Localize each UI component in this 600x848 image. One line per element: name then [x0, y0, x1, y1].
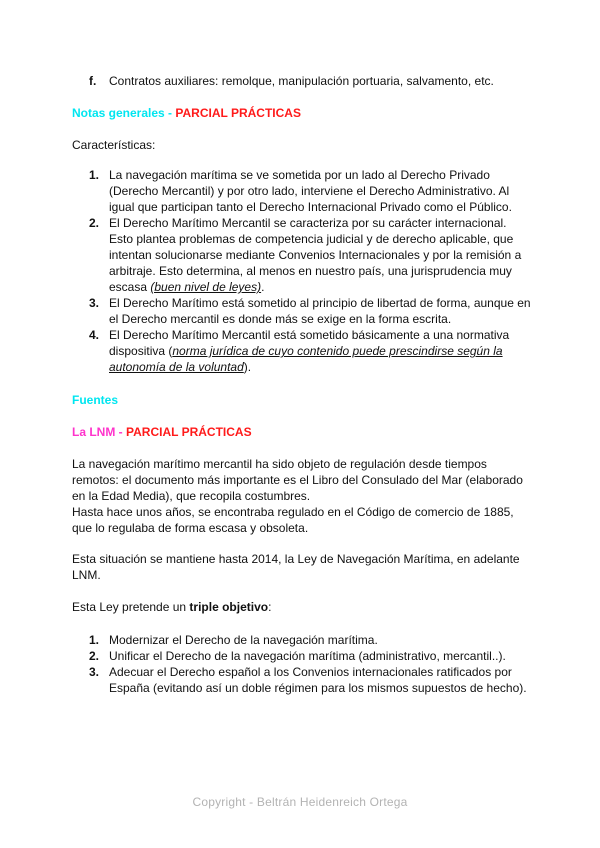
lnm-paragraph: La navegación marítimo mercantil ha sido objeto de regulación desde tiempos remotos: el documento más importante es el Libro del Consulado del Mar (elaborado en la Edad Media), que recopila costumbres.	[72, 457, 523, 503]
list-item	[72, 632, 532, 648]
list-item-text: Contratos auxiliares: remolque, manipulación portuaria, salvamento, etc.	[109, 74, 494, 88]
objetivo-intro-before: Esta Ley pretende un	[72, 600, 190, 614]
list-marker: 1.	[89, 633, 100, 647]
list-item-text: Adecuar el Derecho español a los Convenios internacionales ratificados por España (evitando así un doble régimen para los mismos supuestos de hecho).	[109, 665, 527, 695]
list-item	[72, 73, 532, 89]
list-marker: 3.	[89, 665, 100, 679]
list-marker: 2.	[89, 216, 100, 230]
notas-generales-heading	[72, 105, 532, 121]
list-marker: 3.	[89, 296, 100, 310]
heading-label: Notas generales	[72, 106, 165, 120]
list-item-text: Unificar el Derecho de la navegación marítima (administrativo, mercantil..).	[109, 649, 506, 663]
heading-separator: -	[164, 106, 176, 120]
list-item-text: El Derecho Marítimo Mercantil está sometido básicamente a una normativa dispositiva (	[109, 328, 510, 358]
heading-separator: -	[115, 425, 127, 439]
list-item-text: El Derecho Marítimo está sometido al principio de libertad de forma, aunque en el Derecho mercantil es donde más se exige en la forma escrita.	[109, 296, 531, 326]
copyright-footer: Copyright - Beltrán Heidenreich Ortega	[192, 795, 408, 809]
objetivo-intro-after: :	[268, 600, 272, 614]
top-list	[72, 73, 532, 89]
list-item-annotation: (buen nivel de leyes)	[150, 280, 262, 294]
objetivo-intro-bold: triple objetivo	[189, 600, 269, 614]
objetivo-intro	[72, 599, 532, 615]
list-item-annotation: norma jurídica de cuyo contenido puede prescindirse según la autonomía de la voluntad	[109, 344, 503, 374]
list-item	[72, 295, 532, 327]
heading-label: La LNM	[72, 425, 116, 439]
list-item-text: El Derecho Marítimo Mercantil se caracteriza por su carácter internacional. Esto plantea problemas de competencia judicial y de derecho aplicable, que intentan solucionarse mediante Convenios Internacionales y por la remisión a arbitraje. Esto determina, al menos en nuestro país, una jurisprudencia muy escasa	[109, 216, 522, 294]
parcial-practicas-tag: PARCIAL PRÁCTICAS	[175, 106, 301, 120]
list-item-suffix: .	[261, 280, 265, 294]
list-marker: 1.	[89, 168, 100, 182]
list-marker: 2.	[89, 649, 100, 663]
caracteristicas-label: Características:	[72, 138, 156, 152]
list-item	[72, 215, 532, 295]
list-marker: f.	[89, 74, 97, 88]
lnm-paragraph: Esta situación se mantiene hasta 2014, la Ley de Navegación Marítima, en adelante LNM.	[72, 552, 520, 582]
lnm-paragraph: Hasta hace unos años, se encontraba regulado en el Código de comercio de 1885, que lo regulaba de forma escasa y obsoleta.	[72, 505, 514, 535]
list-item	[72, 648, 532, 664]
list-item-text: Modernizar el Derecho de la navegación marítima.	[109, 633, 378, 647]
list-item	[72, 167, 532, 215]
fuentes-heading: Fuentes	[72, 393, 119, 407]
list-item	[72, 664, 532, 696]
objetivos-list	[72, 632, 532, 696]
list-item-suffix: ).	[243, 360, 252, 374]
list-item	[72, 327, 532, 375]
lnm-heading	[72, 424, 532, 440]
list-item-text: La navegación marítima se ve sometida por un lado al Derecho Privado (Derecho Mercantil) y por otro lado, interviene el Derecho Administrativo. Al igual que participan tanto el Derecho Internacional Privado como el Público.	[109, 168, 512, 214]
list-marker: 4.	[89, 328, 100, 342]
caracteristicas-list	[72, 167, 532, 375]
parcial-practicas-tag: PARCIAL PRÁCTICAS	[126, 425, 252, 439]
